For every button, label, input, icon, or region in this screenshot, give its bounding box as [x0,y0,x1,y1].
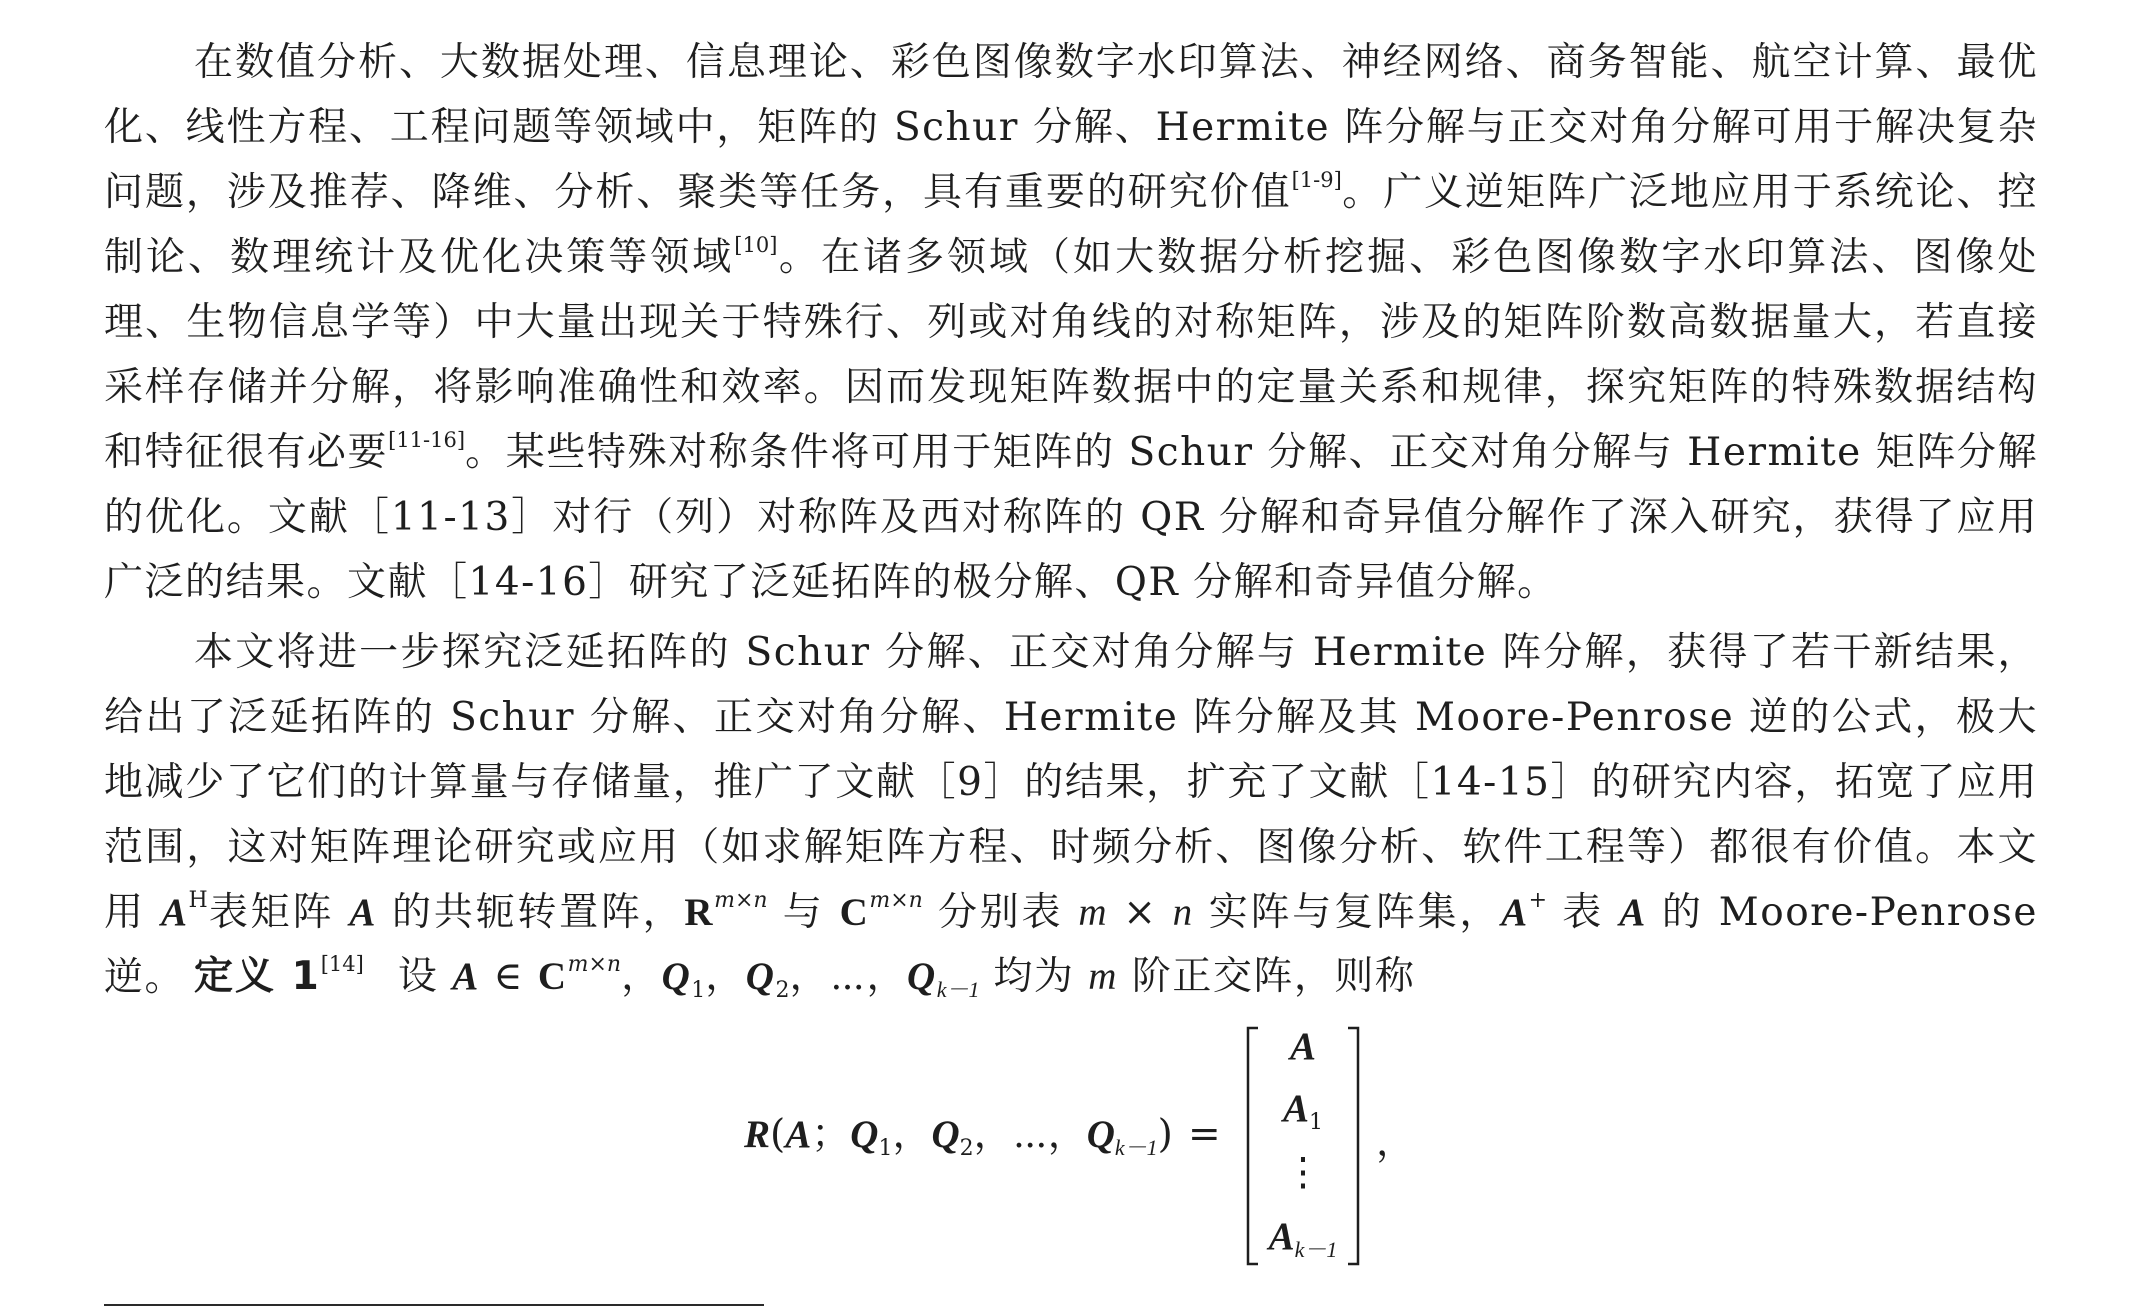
text-run: 的 Moore-Penrose 逆。 [104,890,2038,1000]
subscript: k－1 [1114,1135,1158,1160]
citation: [10] [734,233,778,257]
matrix-symbol: Q [907,955,937,998]
definition-label: 定义 1 [194,954,321,999]
right-bracket [1348,1028,1358,1264]
matrix-entry [1258,1022,1348,1072]
punctuation: ， [892,1112,932,1157]
definition-1 [194,944,1994,1009]
matrix-symbol: A [1268,1215,1295,1258]
text-run: 分别表 [922,890,1079,935]
matrix-column [1258,1018,1348,1268]
equation-lhs [744,1110,1173,1160]
matrix-entry-vdots: ⋮ [1283,1150,1323,1195]
matrix-symbol: A [1619,891,1647,934]
superscript: m×n [869,888,923,913]
set-symbol: C [839,891,870,934]
display-equation [744,1018,1444,1268]
matrix-symbol: A [1501,891,1529,934]
text-run: 表 [1547,890,1620,935]
text-run: 。某些特殊对称条件将可用于矩阵的 Schur 分解、正交对角分解与 Hermite 矩阵分解的优化。文献［11-13］对行（列）对称阵及西对称阵的 QR 分解和奇异值分解作了深入研究，获得了应用广泛的结果。文献［14-16］研究了泛延拓阵的极分解、QR 分解和奇异值分解。 [104,430,2038,605]
variable: n [1172,891,1194,934]
variable: m [1078,891,1109,934]
subscript: k－1 [1294,1237,1338,1262]
superscript: m×n [567,952,622,977]
matrix-entry [1258,1212,1348,1262]
subscript: 1 [1309,1110,1323,1135]
matrix-symbol: A [1289,1025,1316,1068]
definition-text: 阶正交阵，则称 [1117,954,1416,999]
subscript: 2 [959,1136,974,1161]
text-run: 。广义逆矩阵广泛地应用于系统论、控制论、数理统计及优化决策等领域 [104,170,2038,280]
subscript: 2 [775,978,790,1003]
matrix-symbol: A [452,955,480,998]
matrix-symbol: A [349,891,377,934]
citation: [1-9] [1291,168,1342,192]
citation: [11-16] [388,428,466,452]
definition-text: 均为 [979,954,1089,999]
text-run: 。在诸多领域（如大数据分析挖掘、彩色图像数字水印算法、图像处理、生物信息学等）中大量出现关于特殊行、列或对角线的对称矩阵，涉及的矩阵阶数高数据量大，若直接采样存储并分解，将影响准确性和效率。因而发现矩阵数据中的定量关系和规律，探究矩阵的特殊数据结构和特征很有必要 [104,235,2038,475]
text-run: 的共轭转置阵， [376,890,685,935]
text-run: 实阵与复阵集， [1193,890,1502,935]
superscript: m×n [714,888,768,913]
matrix-entry [1258,1084,1348,1134]
text-run: 在数值分析、大数据处理、信息理论、彩色图像数字水印算法、神经网络、商务智能、航空计算、最优化、线性方程、工程问题等领域中，矩阵的 Schur 分解、Hermite 阵分解与正交对角分解可用于解决复杂问题，涉及推荐、降维、分析、聚类等任务，具有重要的研究价值 [104,40,2038,215]
subscript: k－1 [936,977,980,1002]
text-run: 与 [767,890,840,935]
equation-trailing-comma: ， [1376,1120,1416,1165]
subscript: 1 [691,978,706,1003]
matrix-symbol: Q [850,1113,879,1156]
matrix-symbol: A [1282,1087,1309,1130]
punctuation: ， [621,954,662,999]
open-paren: ( [770,1112,786,1157]
set-symbol: R [684,891,715,934]
equals-sign: = [1188,1112,1221,1157]
text-run: 表矩阵 [207,890,350,935]
semicolon: ； [811,1112,851,1157]
text-run: × [1108,890,1173,935]
left-bracket [1248,1028,1258,1264]
function-symbol: R [744,1113,771,1156]
matrix-symbol: A [785,1113,812,1156]
matrix-symbol: Q [1086,1113,1115,1156]
text-run: 本文将进一步探究泛延拓阵的 Schur 分解、正交对角分解与 Hermite 阵分解，获得了若干新结果，给出了泛延拓阵的 Schur 分解、正交对角分解、Hermite 阵分解及其 Moore-Penrose 逆的公式，极大地减少了它们的计算量与存储量，推广了文献［9］的结果，扩充了文献［14-15］的研究内容，拓宽了应用范围，这对矩阵理论研究或应用（如求解矩阵方程、时频分析、图像分析、软件工程等）都很有价值。本文用 [104,630,2038,935]
superscript: + [1528,888,1548,913]
complex-set-symbol: C [537,955,568,998]
footnote-separator [104,1304,764,1306]
subscript: 1 [878,1136,893,1161]
punctuation: ， [705,954,746,999]
matrix-symbol: Q [931,1113,960,1156]
definition-text: 设 [397,954,453,999]
close-paren: ) [1157,1112,1173,1157]
matrix-symbol: Q [745,955,776,998]
matrix-symbol: Q [661,955,692,998]
paragraph-introduction [104,30,2038,615]
variable-m: m [1088,955,1118,998]
citation: [14] [320,952,364,976]
element-of-symbol: ∈ [479,954,538,999]
ellipsis: ，⋯， [789,954,908,999]
ellipsis: ，⋯， [973,1112,1087,1157]
superscript: H [188,888,208,913]
matrix-symbol: A [160,891,189,934]
